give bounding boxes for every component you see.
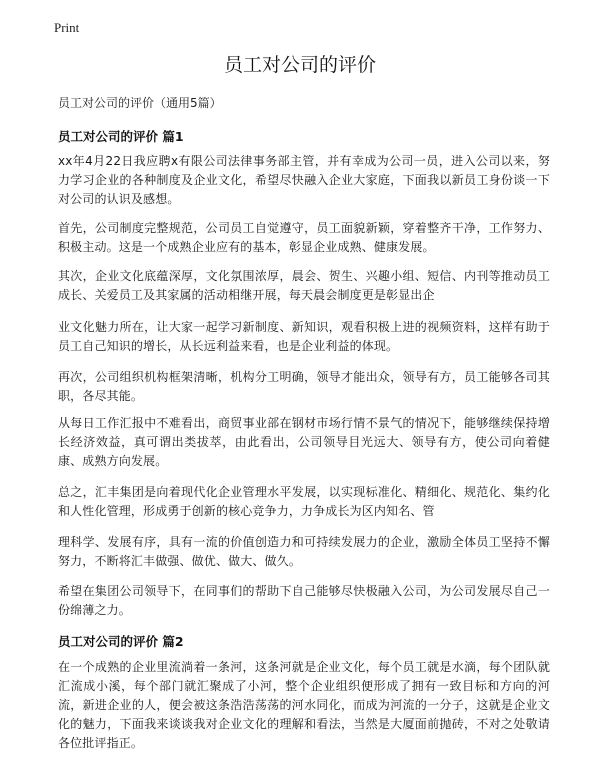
paragraph-8: 理科学、发展有序，具有一流的价值创造力和可持续发展力的企业，激励全体员工坚持不懈努力，不断将汇丰做强、做优、做大、做久。 [58, 535, 550, 568]
paragraph-6: 从每日工作汇报中不难看出，商贸事业部在钢材市场行情不景气的情况下，能够继续保持增长经济效益，真可谓出类拔萃，由此看出，公司领导目光远大、领导有方，使公司向着健康、成熟方向发展。 [58, 416, 550, 468]
paragraph-7: 总之，汇丰集团是向着现代化企业管理水平发展，以实现标准化、精细化、规范化、集约化和人性化管理，形成勇于创新的核心竞争力，力争成长为区内知名、管 [58, 485, 550, 518]
paragraph-4: 业文化魅力所在，让大家一起学习新制度、新知识，观看积极上进的视频资料，这样有助于员工自己知识的增长，从长远利益来看，也是企业利益的体现。 [58, 320, 550, 353]
document-subtitle: 员工对公司的评价（通用5篇） [58, 96, 222, 110]
paragraph-2: 首先，公司制度完整规范，公司员工自觉遵守，员工面貌新颖，穿着整齐干净，工作努力、积极主动。这是一个成熟企业应有的基本，彰显企业成熟、健康发展。 [58, 221, 550, 254]
page-title: 员工对公司的评价 [223, 54, 376, 76]
section-heading-1: 员工对公司的评价 篇1 [58, 129, 184, 144]
paragraph-1: xx年4月22日我应聘x有限公司法律事务部主管，并有幸成为公司一员，进入公司以来，努力学习企业的各种制度及企业文化，希望尽快融入企业大家庭，下面我以新员工身份谈一下对公司的认识及感想。 [58, 154, 550, 206]
paragraph-5: 再次，公司组织机构框架清晰，机构分工明确，领导才能出众，领导有方，员工能够各司其职，各尽其能。 [58, 370, 550, 403]
print-link[interactable]: Print [54, 20, 80, 35]
section-heading-2: 员工对公司的评价 篇2 [58, 634, 184, 649]
paragraph-3: 其次，企业文化底蕴深厚，文化氛围浓厚，晨会、贺生、兴趣小组、短信、内刊等推动员工成长、关爱员工及其家属的活动相继开展，每天晨会制度更是彰显出企 [58, 269, 550, 302]
paragraph-9: 希望在集团公司领导下，在同事们的帮助下自己能够尽快极融入公司，为公司发展尽自己一份绵薄之力。 [58, 584, 550, 617]
paragraph-10: 在一个成熟的企业里流淌着一条河，这条河就是企业文化，每个员工就是水滴，每个团队就汇流成小溪，每个部门就汇聚成了小河，整个企业组织便形成了拥有一致目标和方向的河流，新进企业的人，便会被这条浩浩荡荡的河水同化，而成为河流的一分子，这就是企业文化的魅力，下面我来谈谈我对企业文化的理解和看法，当然是大厦面前抛砖，不对之处敬请各位批评指正。 [58, 660, 550, 750]
